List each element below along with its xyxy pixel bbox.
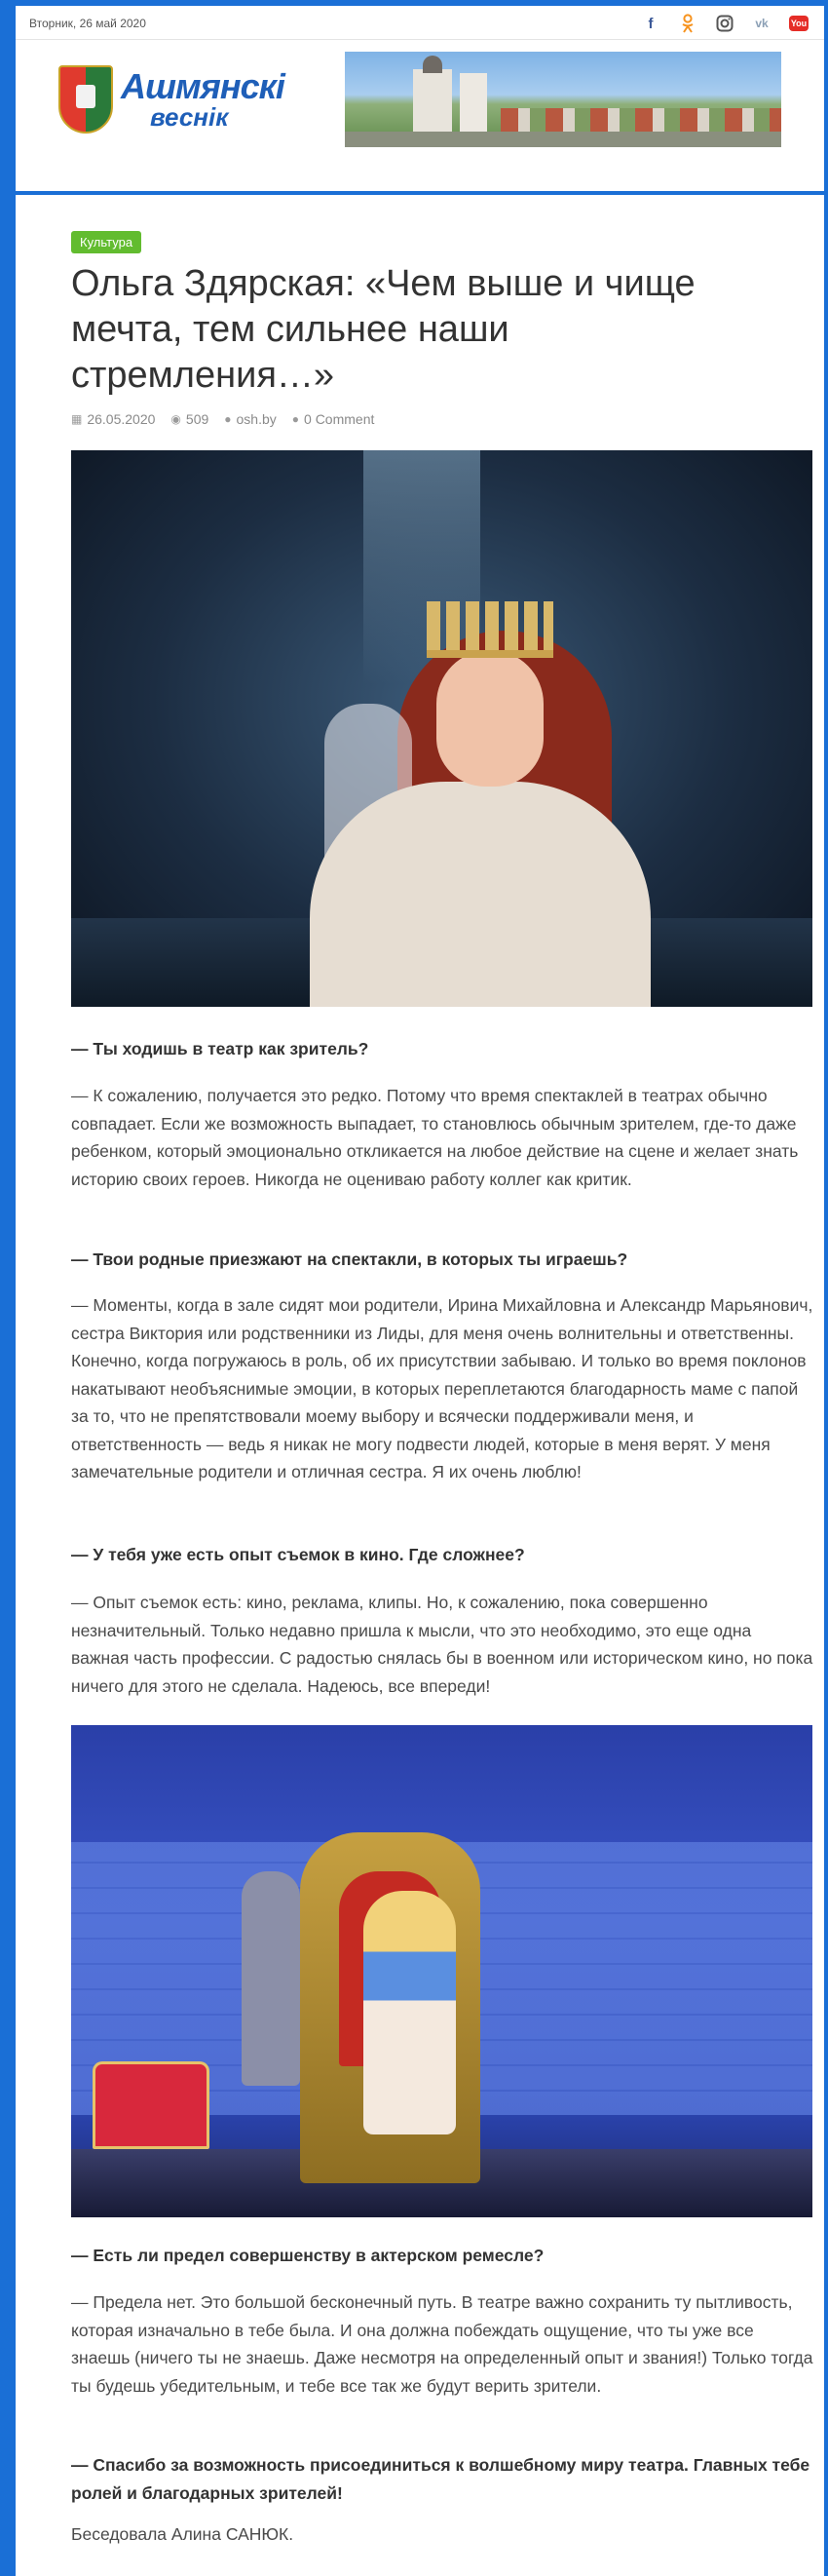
- meta-views: [170, 411, 208, 427]
- dress-shape: [310, 782, 651, 1007]
- coat-of-arms-icon: [58, 65, 113, 134]
- actress-stage-photo: [71, 450, 812, 1007]
- divider: [16, 39, 824, 40]
- instagram-icon[interactable]: [715, 14, 734, 33]
- signature: Беседовала Алина САНЮК.: [71, 2524, 294, 2544]
- site-logo[interactable]: [121, 60, 345, 138]
- top-bar: [29, 12, 809, 35]
- top-border: [0, 0, 828, 6]
- guard-figure: [242, 1871, 300, 2086]
- article-title: Ольга Здярская: «Чем выше и чище мечта, тем сильнее наши стремления…»: [71, 263, 696, 396]
- closing-remark: — Спасибо за возможность присоединиться к волшебному миру театра. Главных тебе ролей и благодарных зрителей!: [71, 2455, 810, 2503]
- site-banner[interactable]: [58, 51, 781, 148]
- road: [345, 132, 781, 147]
- answer-3: — Опыт съемок есть: кино, реклама, клипы. Но, к сожалению, пока совершенно незначительный. Только недавно пришла к мысли, что это необходимо, это еще одна важная часть профессии. С радостью снялась бы в военном или историческом кино, но пока ничего для этого не сделала. Надеюсь, все впереди!: [71, 1593, 813, 1696]
- treasure-chest: [93, 2061, 209, 2149]
- town-panorama-image: [345, 52, 781, 147]
- logo-line2: веснік: [150, 102, 229, 132]
- question-1: — Ты ходишь в театр как зритель?: [71, 1039, 369, 1058]
- calendar-icon: ▦: [71, 412, 83, 426]
- answer-1: — К сожалению, получается это редко. Потому что время спектаклей в театрах обычно совпадает. Если же возможность выпадает, то становлюсь обычным зрителем, где-то даже ребенком, который эмоционально откликается на любое действие на сцене и желает знать историю своих героев. Никогда не оцениваю работу коллег как критик.: [71, 1086, 799, 1189]
- question-4: — Есть ли предел совершенству в актерском ремесле?: [71, 2246, 545, 2265]
- comments-text: 0 Comment: [304, 411, 375, 427]
- meta-date[interactable]: [71, 411, 155, 427]
- article-meta: [71, 409, 753, 429]
- views-text: 509: [185, 411, 209, 427]
- category-badge[interactable]: Культура: [71, 231, 141, 253]
- date-text: 26.05.2020: [87, 411, 156, 427]
- actress-figure: [363, 1891, 456, 2134]
- current-date: Вторник, 26 май 2020: [29, 17, 146, 30]
- facebook-icon[interactable]: f: [648, 15, 654, 32]
- meta-comments[interactable]: [292, 411, 375, 427]
- church-shape: [413, 69, 452, 137]
- author-text: osh.by: [236, 411, 277, 427]
- youtube-icon[interactable]: You: [789, 16, 809, 31]
- odnoklassniki-icon[interactable]: [678, 14, 697, 33]
- comment-icon: ●: [291, 412, 300, 426]
- question-2: — Твои родные приезжают на спектакли, в которых ты играешь?: [71, 1250, 628, 1269]
- answer-4: — Предела нет. Это большой бесконечный путь. В театре важно сохранить ту пытливость, которая изначально в тебе была. И она должна побеждать ощущение, что ты уже все знаешь (ничего ты не знаешь. Даже несмотря на определенный опыт и звания!) Только тогда ты будешь убедительным, и тебе все так же будут верить зрители.: [71, 2292, 813, 2396]
- question-3: — У тебя уже есть опыт съемок в кино. Где сложнее?: [71, 1545, 525, 1564]
- social-links: [641, 14, 809, 33]
- meta-author[interactable]: [224, 411, 277, 427]
- crown-shape: [427, 601, 553, 658]
- right-border: [824, 0, 828, 2576]
- header-border: [16, 191, 824, 195]
- answer-2: — Моменты, когда в зале сидят мои родители, Ирина Михайловна и Александр Марьянович, сестра Виктория или родственники из Лиды, для меня очень волнительны и ответственны. Конечно, когда погружаюсь в роль, об их присутствии забываю. И только во время поклонов накатывают необъяснимые эмоции, в которых переплетаются благодарность маме с папой за то, что не препятствовали моему выбору и всячески поддерживали меня, и ответственность — ведь я никак не могу подвести людей, которые в меня верят. У меня замечательные родители и отличная сестра. Я их очень люблю!: [71, 1295, 813, 1481]
- church-tower-shape: [460, 73, 487, 137]
- left-border: [0, 0, 16, 2576]
- face-shape: [436, 650, 544, 787]
- logo-line1: Ашмянскі: [121, 66, 284, 106]
- fairy-tale-stage-photo: [71, 1725, 812, 2217]
- eye-icon: ◉: [170, 412, 181, 426]
- vk-icon[interactable]: vk: [755, 17, 769, 30]
- user-icon: ●: [224, 412, 232, 426]
